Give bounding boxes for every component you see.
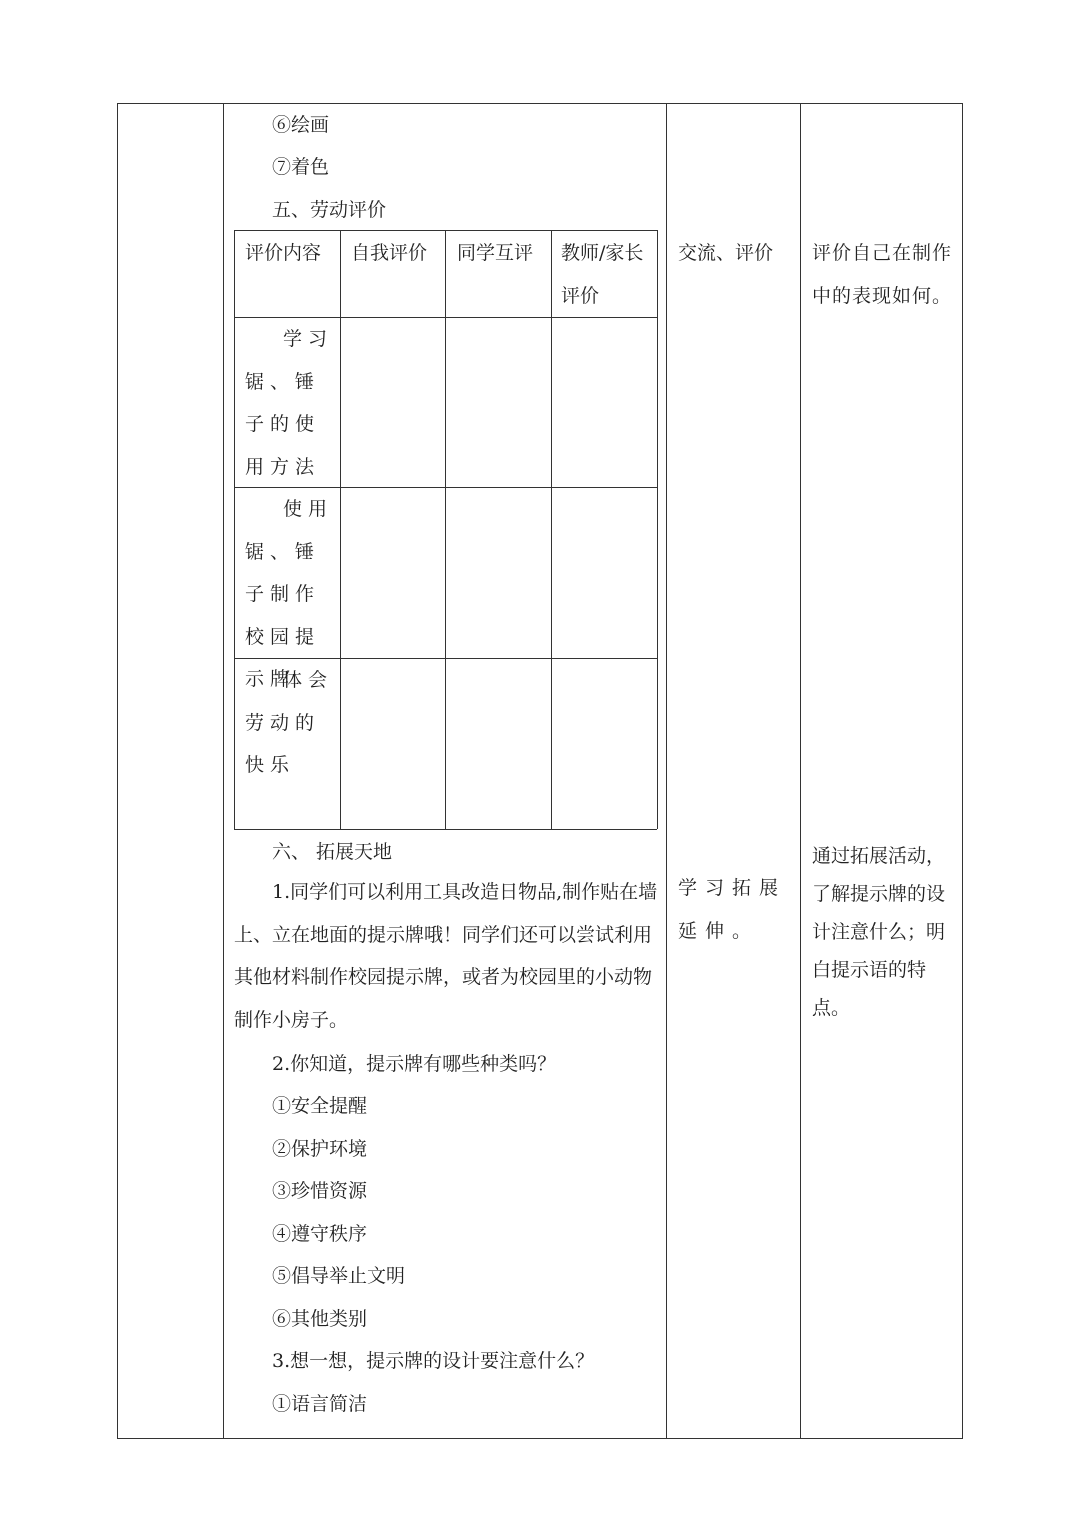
section-5-title: 五、劳动评价 (272, 199, 387, 221)
table-right-border (962, 103, 963, 1438)
activity-extend: 学习拓展延伸。 (678, 877, 787, 942)
question-2: 2.你知道，提示牌有哪些种类吗？ (272, 1053, 557, 1075)
intent-extend: 通过拓展活动，了解提示牌的设计注意什么；明白提示语的特点。 (812, 845, 946, 1019)
sign-type-item: ③珍惜资源 (272, 1180, 368, 1202)
eval-table-line (445, 230, 446, 829)
eval-table-line (551, 230, 552, 829)
sign-type-item: ⑤倡导举止文明 (272, 1265, 406, 1287)
eval-row-item: 体会劳动的快乐 (245, 669, 334, 776)
sign-type-item: ②保护环境 (272, 1138, 368, 1160)
expansion-paragraph: 1.同学们可以利用工具改造日物品,制作贴在墙上、立在地面的提示牌哦！同学们还可以尝试利用其他材料制作校园提示牌，或者为校园里的小动物制作小房子。 (234, 881, 658, 1031)
column-divider-2 (666, 103, 667, 1438)
column-divider-3 (800, 103, 801, 1438)
step-item: ⑥绘画 (272, 114, 330, 136)
eval-row-item: 学习锯、锤子的使用方法 (245, 328, 334, 478)
eval-header-teacher: 教师/家长评价 (561, 242, 644, 307)
design-point-item: ①语言简洁 (272, 1393, 368, 1415)
eval-table-line (234, 829, 657, 830)
eval-table-line (234, 230, 235, 829)
eval-header-content: 评价内容 (245, 242, 322, 264)
column-divider-1 (223, 103, 224, 1438)
table-bottom-border (117, 1438, 963, 1439)
eval-header-peer: 同学互评 (457, 242, 534, 264)
eval-table-line (340, 230, 341, 829)
eval-table-line (657, 230, 658, 829)
eval-header-self: 自我评价 (351, 242, 428, 264)
intent-evaluate: 评价自己在制作中的表现如何。 (812, 242, 953, 307)
activity-evaluate: 交流、评价 (678, 242, 774, 264)
sign-type-item: ④遵守秩序 (272, 1223, 368, 1245)
sign-type-item: ①安全提醒 (272, 1095, 368, 1117)
eval-row-item: 使用锯、锤子制作校园提示牌 (245, 498, 334, 690)
table-top-border (117, 103, 963, 104)
question-3: 3.想一想，提示牌的设计要注意什么？ (272, 1350, 595, 1372)
sign-type-item: ⑥其他类别 (272, 1308, 368, 1330)
table-left-border (117, 103, 118, 1438)
section-6-title: 六、 拓展天地 (272, 841, 393, 863)
step-item: ⑦着色 (272, 156, 330, 178)
